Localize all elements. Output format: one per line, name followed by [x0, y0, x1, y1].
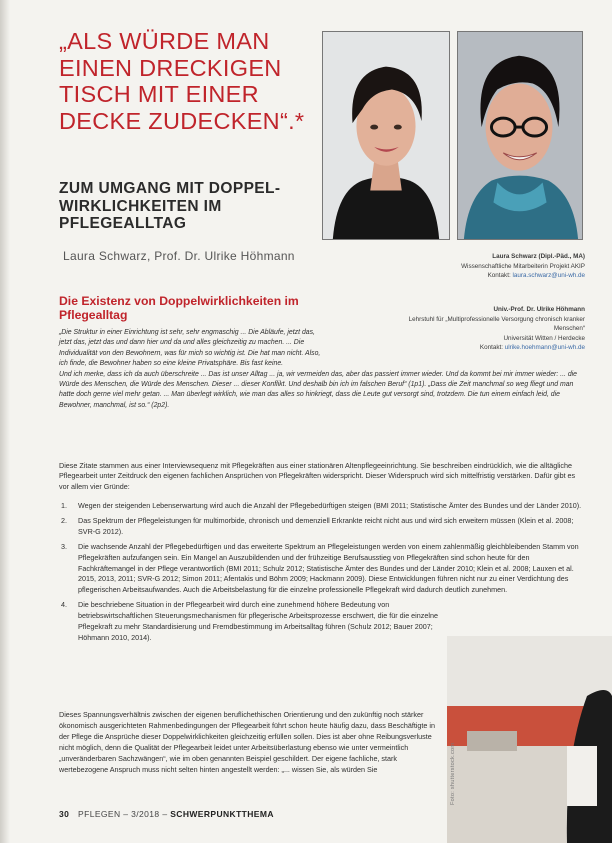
interview-quote	[59, 328, 585, 411]
list-number: 3.	[61, 541, 67, 551]
bio-name: Univ.-Prof. Dr. Ulrike Höhmann	[493, 306, 585, 313]
bio-affiliation: Universität Witten / Herdecke	[503, 334, 585, 342]
bio-role: Lehrstuhl für „Multiprofessionelle Versorgung chronisch kranker Menschen“	[408, 315, 585, 332]
list-text: Das Spektrum der Pflegeleistungen für multimorbide, chronisch und demenziell Erkrankte reicht nicht aus und wird sich erweitern müssen (Klein et al. 2008; SVR-G 2012).	[78, 515, 574, 536]
article-authors: Laura Schwarz, Prof. Dr. Ulrike Höhmann	[63, 249, 295, 263]
bio-email-link[interactable]: laura.schwarz@uni-wh.de	[512, 272, 585, 279]
author-photo-ulrike-hoehmann	[457, 31, 583, 240]
bio-contact	[390, 271, 585, 281]
list-text: Wegen der steigenden Lebenserwartung wird auch die Anzahl der Pflegebedürftigen steigen (BMI 2011; Statistische Ämter des Bundes und der Länder 2010).	[78, 501, 582, 510]
page-number: 30	[59, 809, 70, 819]
closing-paragraph: Dieses Spannungsverhältnis zwischen der eigenen beruflichethischen Orientierung und den zukünftig noch stärker ökonomisch ausgerichteten Rahmenbedingungen der Pflegearbeit führt schon heute häufig dazu, dass Beschäftigte in der Pflege die Ansprüche dieser Doppelwirklichkeiten gleichzeitig erfüllen sollen. Dies ist aber ohne Reibungsverluste nicht möglich, denn die Qualität der Pflegearbeit leidet unter Arbeitsüberlastung ebenso wie unter vermeintlich „unveränderbaren Sachzwängen“, wie im oben genannten Beispiel geschildert. Der eigene fachliche, stark wertebezogene Anspruch muss nicht selten hinten angestellt werden: „... wissen Sie, als würden Sie	[59, 710, 435, 774]
list-item	[59, 516, 585, 538]
bio-name: Laura Schwarz (Dipl.-Päd., MA)	[492, 253, 585, 260]
footer-section: SCHWERPUNKTTHEMA	[170, 809, 274, 819]
list-text: Die beschriebene Situation in der Pflegearbeit wird durch eine zunehmend höhere Bedeutung von betriebswirtschaftlichen Steuerungsmechanismen für pflegerische Arbeitsprozesse erschwert, die für die einzelne Pflegekraft zu mehr Standardisierung und Fremdbestimmung im Arbeitsalltag führen (Schulz 2012; Bauer 2007; Höhmann 2010, 2014).	[78, 600, 438, 642]
author-photo-laura-schwarz	[322, 31, 450, 240]
quote-part-1: „Die Struktur in einer Einrichtung ist sehr, sehr engmaschig ... Die Abläufe, jetzt das, jetzt das, jetzt das und dann hier und da und alles gleichzeitig zu machen. ... Die Individualität von den Bewohnern, was für mich so wichtig ist. Die hat man nicht. Also, ich finde, die Bewohner haben so eine kleine Privatsphäre. Bis fast keine.	[59, 329, 321, 368]
bio-contact-label: Kontakt:	[487, 272, 511, 279]
quote-part-2: Und ich merke, dass ich da auch überschreite ... Das ist unser Alltag ... ja, wir vermeiden das, aber das passiert immer wieder. Und da kommt bei mir immer wieder: ... die Würde des Menschen, die Würde des Menschen. Dieser ... dieser Konflikt. Und deshalb bin ich im falschen Beruf“ (1p1). „Dass die Zeit manchmal so weg fliegt und man hatte doch gerne viel mehr getan. ... Man überlegt wirklich, wie man das alles so hinkriegt, dass die Leute gut versorgt sind, trotzdem. Die tun einem einfach leid, die Bewohner, manchmal, ist so.“ (2p2).	[59, 370, 578, 409]
binding-shadow	[0, 0, 10, 843]
list-number: 4.	[61, 600, 67, 610]
section-title: Die Existenz von Doppelwirklichkeiten im Pflegealltag	[59, 294, 299, 322]
article-subheadline: ZUM UMGANG MIT DOPPEL-WIRKLICHKEITEN IM PFLEGEALLTAG	[59, 180, 281, 232]
intro-paragraph: Diese Zitate stammen aus einer Interviewsequenz mit Pflegekräften aus einer stationären Altenpflegeeinrichtung. Sie beschreiben eindrücklich, wie die alltägliche Pflegearbeit unter Zeitdruck den eigenen fachlichen Ansprüchen von Pflegekräften widerspricht. Dieser Widerspruch wird sich mittelfristig verstärken. Dafür gibt es vor allem vier Gründe:	[59, 461, 576, 491]
bio-role: Wissenschaftliche Mitarbeiterin Projekt AKIP	[461, 262, 585, 270]
article-headline: „ALS WÜRDE MAN EINEN DRECKIGEN TISCH MIT EINER DECKE ZUDECKEN“.*	[59, 28, 305, 134]
list-item	[59, 501, 585, 512]
bio-email-link[interactable]: ulrike.hoehmann@uni-wh.de	[504, 344, 585, 351]
footer-magazine: PFLEGEN – 3/2018 –	[78, 809, 168, 819]
page-footer	[59, 809, 439, 819]
list-text: Die wachsende Anzahl der Pflegebedürftigen und das erweiterte Spektrum an Pflegeleistungen werden von einem zahlenmäßig gleichbleibenden Stamm von Pflegekräften aufzufangen sein. Ein Mangel an Auszubildenden und der frühzeitige Berufsausstieg von Pflegekräften sind schon heute für den Fachkräftemangel in der Pflege verantwortlich (BMI 2011; Schulz 2012; Statistische Ämter des Bundes und der Länder 2010; Klein et al. 2008; Lauxen et al. 2015, 2013, 2011; SVR-G 2012; Simon 2011; Afentakis und Böhm 2009; Hackmann 2009). Diese Entwicklungen führen nicht nur zu einer Verdichtung des pflegerischen Arbeitsaufwandes. Auch die Arbeitsbelastung für die einzelne professionelle Pflegekraft wird dadurch deutlich zunehmen.	[78, 541, 579, 595]
bio-contact-label: Kontakt:	[479, 344, 503, 351]
list-item	[59, 542, 585, 597]
list-number: 2.	[61, 515, 67, 525]
reasons-list	[59, 501, 585, 648]
photo-credit: Foto: shutterstock.com	[450, 742, 456, 805]
list-number: 1.	[61, 501, 67, 510]
author-bio-1	[390, 252, 585, 281]
office-scene-photo	[447, 636, 612, 843]
